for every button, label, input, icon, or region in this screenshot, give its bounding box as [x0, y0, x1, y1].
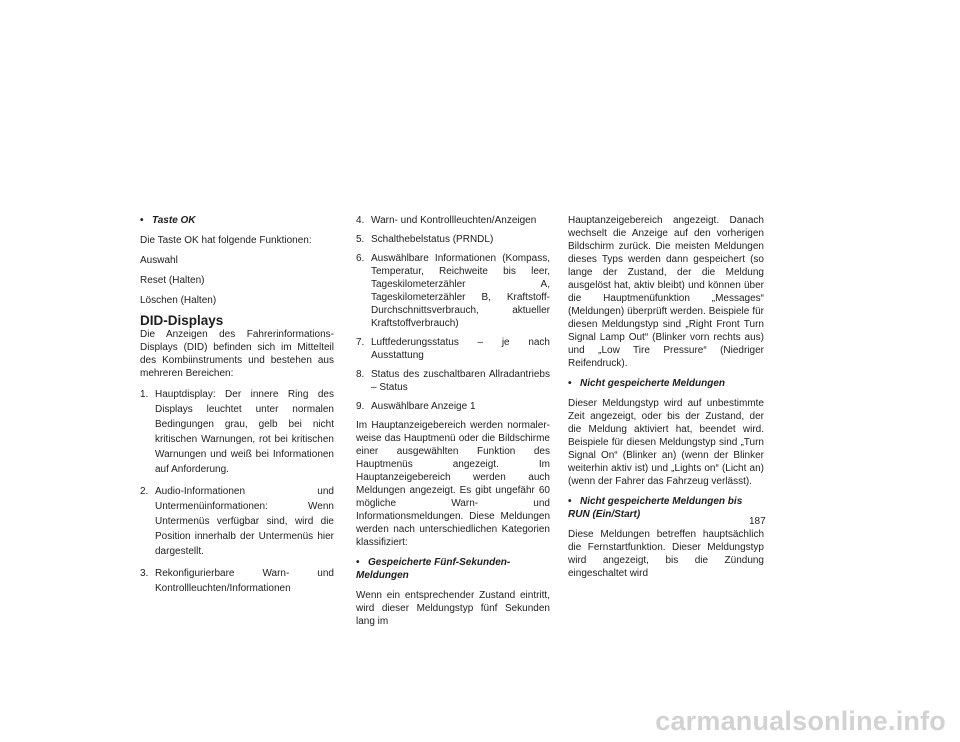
watermark: carmanualsonline.info — [655, 706, 946, 736]
display-areas-list-continued — [356, 214, 550, 413]
bullet-icon: • — [140, 215, 144, 226]
bullet-icon: • — [356, 557, 360, 568]
function-item: Reset (Halten) — [140, 275, 205, 286]
bullet-icon: • — [568, 496, 572, 507]
main-display-paragraph: Im Hauptanzeigebereich werden normalerweise das Hauptmenü oder die Bildschirme einer ausgewählten Funktion des Hauptmenüs angezeigt. Im Hauptanzeigebereich werden auch Meldungen angezeigt. Es gibt ungefähr 60 mögliche Warn- und Informationsmeldungen. Diese Meldungen werden nach unterschiedlichen Kategorien klassifiziert: — [356, 420, 550, 548]
function-item: Löschen (Halten) — [140, 295, 217, 306]
bullet-icon: • — [568, 378, 572, 389]
page-number: 187 — [749, 516, 766, 527]
function-item: Auswahl — [140, 255, 178, 266]
functions-intro: Die Taste OK hat folgende Funktionen: — [140, 235, 312, 246]
section-heading: DID-Displays — [140, 313, 224, 328]
section-paragraph: Die Anzeigen des Fahrerinformations-Displays (DID) befinden sich im Mittelteil des Kombiinstruments und bestehen aus mehreren Bereichen: — [140, 329, 334, 379]
display-areas-list — [140, 387, 334, 596]
list-item: 4. Warn- und Kontrollleuchten/Anzeigen — [356, 215, 537, 226]
list-item: 9. Auswählbare Anzeige 1 — [356, 401, 476, 412]
bullet-unstored-messages: • Nicht gespeicherte Meldungen — [568, 378, 726, 389]
list-item: 3. Rekonfigurierbare Warn- und Kontrollleuchten/Informationen — [140, 568, 334, 594]
list-item: 2. Audio-Informationen und Untermenüinformationen: Wenn Untermenüs verfügbar sind, wird die Position innerhalb der Untermenüs hier dargestellt. — [140, 486, 334, 557]
list-item: 5. Schalthebelstatus (PRNDL) — [356, 234, 494, 245]
list-item: 6. Auswählbare Informationen (Kompass, Temperatur, Reichweite bis leer, Tageskilometerzähler A, Tageskilometerzähler B, Kraftstoff-Durchschnittsverbrauch, aktueller Kraftstoffverbrauch) — [356, 253, 550, 329]
middle-column — [356, 214, 550, 635]
list-item: 8. Status des zuschaltbaren Allradantriebs – Status — [356, 369, 550, 393]
five-second-paragraph: Wenn ein entsprechender Zustand eintritt, wird dieser Meldungstyp fünf Sekunden lang im — [356, 590, 550, 627]
right-column — [568, 214, 764, 587]
unstored-messages-paragraph: Dieser Meldungstyp wird auf unbestimmte Zeit angezeigt, oder bis der Zustand, der die Meldung aktiviert hat, beendet wird. Beispiele für diesen Meldungstyp sind „Turn Signal On“ (Blinker an) (wenn der Blinker weiterhin aktiv ist) und „Lights on“ (Licht an) (wenn der Fahrer das Fahrzeug verlässt). — [568, 398, 764, 487]
stored-messages-paragraph: Hauptanzeigebereich angezeigt. Danach wechselt die Anzeige auf den vorherigen Bildschirm zurück. Die meisten Meldungen dieses Typs werden dann gespeichert (so lange der Zustand, der die Meldung ausgelöst hat, aktiv bleibt) und können über die Hauptmenüfunktion „Messages“ (Meldungen) überprüft werden. Beispiele für diesen Meldungstyp sind „Right Front Turn Signal Lamp Out“ (Blinker vorn rechts aus) und „Low Tire Pressure“ (Niedriger Reifendruck). — [568, 215, 764, 369]
list-item: 7. Luftfederungsstatus – je nach Ausstattung — [356, 337, 550, 361]
bullet-taste-ok: • Taste OK — [140, 215, 196, 226]
list-item: 1. Hauptdisplay: Der innere Ring des Displays leuchtet unter normalen Bedingungen grau, gelb bei nicht kritischen Warnungen, rot bei kritischen Warnungen und weiß bei Informationen auf Anforderung. — [140, 389, 334, 475]
bullet-five-second-messages: • Gespeicherte Fünf-Sekunden-Meldungen — [356, 557, 511, 581]
remote-start-paragraph: Diese Meldungen betreffen hauptsächlich die Fernstartfunktion. Dieser Meldungstyp wird angezeigt, bis die Zündung eingeschaltet wird — [568, 529, 764, 579]
bullet-unstored-until-run: • Nicht gespeicherte Meldungen bis RUN (Ein/Start) — [568, 496, 743, 520]
left-column — [140, 214, 334, 603]
